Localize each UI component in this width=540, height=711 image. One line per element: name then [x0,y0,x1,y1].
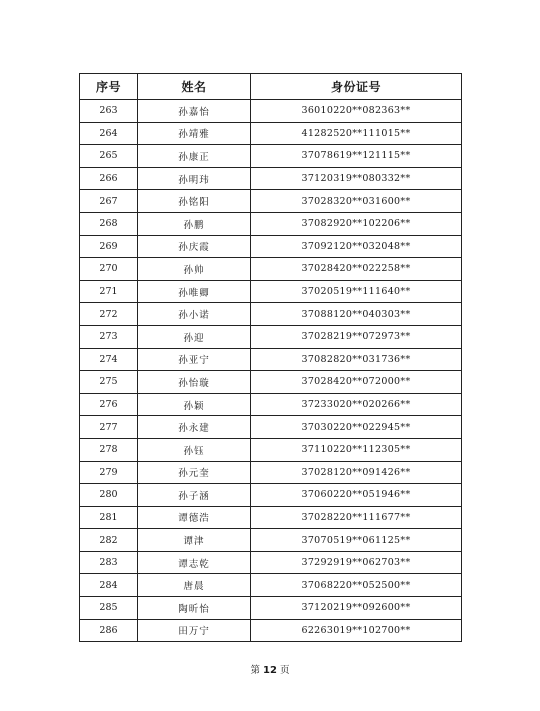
cell-id-number: 37030220**022945** [251,416,462,439]
cell-name: 孙颖 [138,393,251,416]
cell-serial-number: 280 [80,484,138,507]
table-header-row [80,74,462,100]
cell-name: 孙亚宁 [138,348,251,371]
table-row [80,167,462,190]
cell-name: 孙唯卿 [138,280,251,303]
cell-id-number: 37070519**061125** [251,529,462,552]
cell-serial-number: 276 [80,393,138,416]
cell-name: 田万宁 [138,619,251,642]
cell-name: 孙靖雅 [138,122,251,145]
cell-id-number: 37082920**102206** [251,212,462,235]
cell-id-number: 37292919**062703** [251,551,462,574]
cell-name: 唐晨 [138,574,251,597]
cell-id-number: 37020519**111640** [251,280,462,303]
table-row [80,325,462,348]
table-row [80,619,462,642]
cell-name: 孙帅 [138,258,251,281]
cell-name: 孙小诺 [138,303,251,326]
cell-name: 孙钰 [138,438,251,461]
cell-name: 孙怡璇 [138,371,251,394]
cell-name: 孙铭阳 [138,190,251,213]
cell-serial-number: 274 [80,348,138,371]
table-row [80,190,462,213]
table-row [80,303,462,326]
cell-serial-number: 273 [80,325,138,348]
cell-id-number: 41282520**111015** [251,122,462,145]
page-suffix: 页 [279,665,290,676]
cell-name: 孙迎 [138,325,251,348]
cell-name: 孙鹏 [138,212,251,235]
cell-serial-number: 267 [80,190,138,213]
cell-id-number: 37092120**032048** [251,235,462,258]
table-row [80,574,462,597]
cell-serial-number: 285 [80,597,138,620]
cell-serial-number: 284 [80,574,138,597]
cell-name: 谭德浩 [138,506,251,529]
roster-table [79,73,462,642]
cell-name: 孙永建 [138,416,251,439]
table-row [80,100,462,123]
cell-name: 孙明玮 [138,167,251,190]
cell-id-number: 37028219**072973** [251,325,462,348]
table-row [80,235,462,258]
cell-id-number: 37068220**052500** [251,574,462,597]
cell-serial-number: 277 [80,416,138,439]
header-serial-number: 序号 [80,74,138,100]
cell-id-number: 37060220**051946** [251,484,462,507]
table-body [80,100,462,642]
cell-serial-number: 269 [80,235,138,258]
table-row [80,597,462,620]
cell-id-number: 37028320**031600** [251,190,462,213]
cell-id-number: 37120319**080332** [251,167,462,190]
cell-serial-number: 264 [80,122,138,145]
header-name: 姓名 [138,74,251,100]
table-row [80,348,462,371]
cell-id-number: 37028120**091426** [251,461,462,484]
cell-serial-number: 268 [80,212,138,235]
table-row [80,212,462,235]
table-row [80,280,462,303]
table-row [80,438,462,461]
cell-serial-number: 271 [80,280,138,303]
cell-name: 谭志乾 [138,551,251,574]
table-row [80,506,462,529]
cell-id-number: 62263019**102700** [251,619,462,642]
page-footer [0,662,540,676]
cell-serial-number: 270 [80,258,138,281]
cell-name: 孙庆霞 [138,235,251,258]
table-row [80,145,462,168]
cell-id-number: 37078619**121115** [251,145,462,168]
cell-name: 谭津 [138,529,251,552]
cell-name: 孙嘉怡 [138,100,251,123]
page-number: 12 [263,665,277,676]
cell-name: 孙元奎 [138,461,251,484]
cell-serial-number: 275 [80,371,138,394]
table-row [80,258,462,281]
cell-serial-number: 265 [80,145,138,168]
cell-id-number: 37028220**111677** [251,506,462,529]
cell-id-number: 36010220**082363** [251,100,462,123]
cell-id-number: 37110220**112305** [251,438,462,461]
cell-id-number: 37088120**040303** [251,303,462,326]
cell-serial-number: 272 [80,303,138,326]
page-prefix: 第 [250,665,260,676]
cell-id-number: 37028420**072000** [251,371,462,394]
header-id-number: 身份证号 [251,74,462,100]
table-row [80,551,462,574]
cell-serial-number: 263 [80,100,138,123]
cell-name: 孙子涵 [138,484,251,507]
cell-name: 孙康正 [138,145,251,168]
cell-id-number: 37233020**020266** [251,393,462,416]
cell-serial-number: 278 [80,438,138,461]
table-row [80,416,462,439]
cell-id-number: 37028420**022258** [251,258,462,281]
table-row [80,529,462,552]
table-row [80,461,462,484]
cell-id-number: 37082820**031736** [251,348,462,371]
cell-id-number: 37120219**092600** [251,597,462,620]
cell-serial-number: 286 [80,619,138,642]
cell-serial-number: 283 [80,551,138,574]
table-row [80,122,462,145]
cell-serial-number: 279 [80,461,138,484]
table-row [80,393,462,416]
cell-serial-number: 282 [80,529,138,552]
table-row [80,371,462,394]
cell-serial-number: 281 [80,506,138,529]
cell-name: 陶昕怡 [138,597,251,620]
cell-serial-number: 266 [80,167,138,190]
table-row [80,484,462,507]
